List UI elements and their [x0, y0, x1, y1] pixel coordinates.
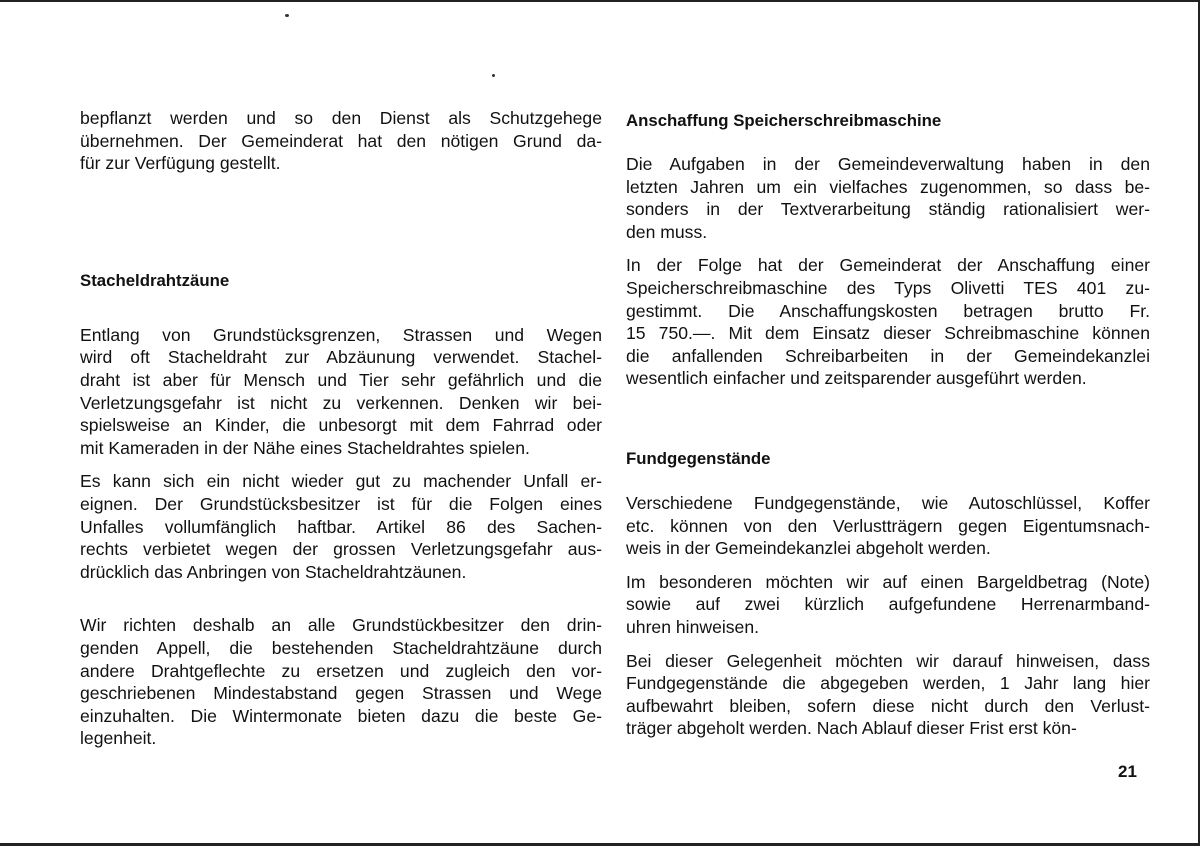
- page-number: 21: [1118, 762, 1137, 781]
- text-line: draht ist aber für Mensch und Tier sehr gefährlich und die: [80, 369, 602, 390]
- text-line: Entlang von Grundstücksgrenzen, Strassen und Wegen: [80, 324, 602, 345]
- text-line: bepflanzt werden und so den Dienst als Schutzgehege: [80, 108, 602, 128]
- text-line: Verletzungsgefahr ist nicht zu verkennen. Denken wir bei-: [80, 392, 602, 413]
- text-line: gestimmt. Die Anschaffungskosten betragen brutto Fr.: [626, 300, 1150, 321]
- text-line: Unfalles vollumfänglich haftbar. Artikel 86 des Sachen-: [80, 516, 602, 537]
- text-line: uhren hinweisen.: [626, 616, 760, 637]
- text-line: Die Aufgaben in der Gemeindeverwaltung haben in den: [626, 154, 1150, 174]
- text-line: die anfallenden Schreibarbeiten in der Gemeindekanzlei: [626, 345, 1150, 366]
- text-line: Wir richten deshalb an alle Grundstückbesitzer den drin-: [80, 615, 602, 636]
- text-line: mit Kameraden in der Nähe eines Stacheldrahtes spielen.: [80, 437, 530, 458]
- text-line: letzten Jahren um ein vielfaches zugenommen, so dass be-: [626, 176, 1150, 197]
- heading-fundgegenstaende: Fundgegenstände: [626, 448, 771, 468]
- scan-speck: [285, 14, 289, 17]
- paragraph-verschiedene: [626, 492, 1150, 560]
- text-line: träger abgeholt werden. Nach Ablauf dieser Frist erst kön-: [626, 718, 1077, 739]
- text-line: aufbewahrt bleiben, sofern diese nicht durch den Verlust-: [626, 695, 1150, 716]
- text-line: Fundgegenstände die abgegeben werden, 1 Jahr lang hier: [626, 673, 1150, 694]
- text-line: In der Folge hat der Gemeinderat der Anschaffung einer: [626, 255, 1150, 276]
- left-column: [80, 107, 602, 750]
- text-line: etc. können von den Verlustträgern gegen Eigentumsnach-: [626, 515, 1150, 536]
- heading-stacheldrahtzaeune: Stacheldrahtzäune: [80, 270, 230, 290]
- text-line: übernehmen. Der Gemeinderat hat den nötigen Grund da-: [80, 130, 602, 151]
- text-line: wird oft Stacheldraht zur Abzäunung verwendet. Stachel-: [80, 347, 602, 368]
- text-line: sonders in der Textverarbeitung ständig rationalisiert wer-: [626, 199, 1150, 220]
- paragraph-folge: [626, 254, 1150, 390]
- intro-paragraph: [80, 107, 602, 175]
- text-line: für zur Verfügung gestellt.: [80, 153, 281, 174]
- text-line: genden Appell, die bestehenden Stacheldrahtzäune durch: [80, 637, 602, 658]
- text-line: legenheit.: [80, 728, 157, 749]
- text-line: einzuhalten. Die Wintermonate bieten dazu die beste Ge-: [80, 705, 602, 726]
- text-line: Verschiedene Fundgegenstände, wie Autoschlüssel, Koffer: [626, 492, 1150, 513]
- paragraph-unfall: [80, 470, 602, 583]
- scan-speck: [492, 74, 495, 77]
- text-line: Speicherschreibmaschine des Typs Olivetti TES 401 zu-: [626, 277, 1150, 298]
- text-line: weis in der Gemeindekanzlei abgeholt werden.: [626, 538, 991, 559]
- paragraph-entlang: [80, 324, 602, 460]
- text-line: rechts verbietet wegen der grossen Verletzungsgefahr aus-: [80, 539, 602, 560]
- text-line: drücklich das Anbringen von Stacheldrahtzäunen.: [80, 561, 467, 582]
- text-line: sowie auf zwei kürzlich aufgefundene Herrenarmband-: [626, 594, 1150, 615]
- text-line: andere Drahtgeflechte zu ersetzen und zugleich den vor-: [80, 660, 602, 681]
- paragraph-aufgaben: [626, 153, 1150, 243]
- paragraph-appell: [80, 614, 602, 750]
- paragraph-gelegenheit: [626, 650, 1150, 740]
- text-line: Es kann sich ein nicht wieder gut zu machender Unfall er-: [80, 471, 602, 492]
- heading-anschaffung: Anschaffung Speicherschreibmaschine: [626, 111, 942, 130]
- text-line: eignen. Der Grundstücksbesitzer ist für die Folgen eines: [80, 493, 602, 514]
- text-line: den muss.: [626, 221, 708, 242]
- paragraph-besonderen: [626, 571, 1150, 639]
- text-line: spielsweise an Kinder, die unbesorgt mit dem Fahrrad oder: [80, 415, 602, 436]
- text-line: wesentlich einfacher und zeitsparender ausgeführt werden.: [626, 368, 1087, 389]
- text-line: Bei dieser Gelegenheit möchten wir darauf hinweisen, dass: [626, 650, 1150, 671]
- text-line: 15 750.—. Mit dem Einsatz dieser Schreibmaschine können: [626, 323, 1150, 344]
- right-column: [626, 107, 1150, 740]
- text-line: geschriebenen Mindestabstand gegen Strassen und Wege: [80, 683, 602, 704]
- text-line: Im besonderen möchten wir auf einen Bargeldbetrag (Note): [626, 571, 1150, 592]
